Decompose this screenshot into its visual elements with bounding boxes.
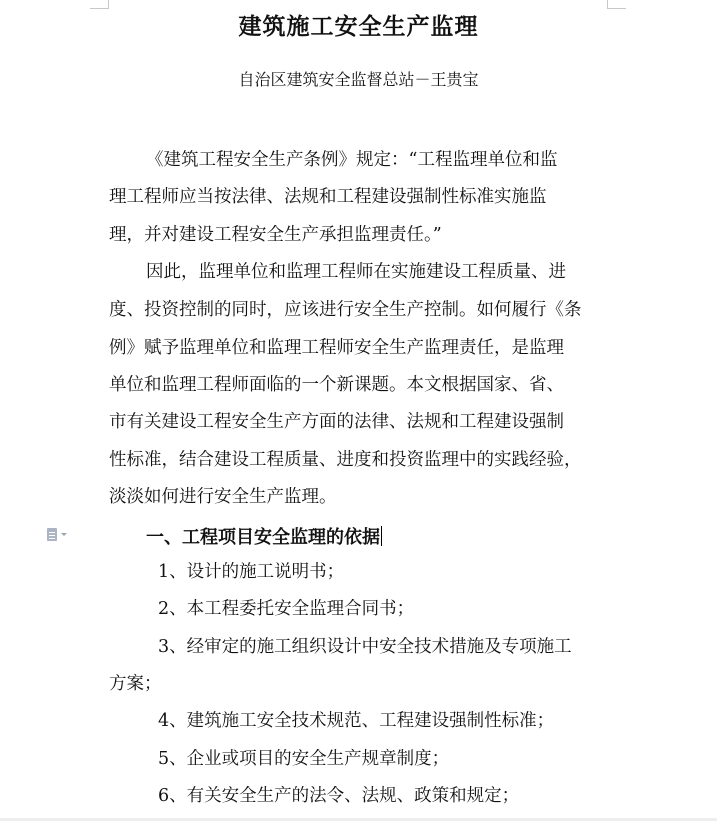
paragraph-line[interactable]: 理，并对建设工程安全生产承担监理责任。”	[109, 225, 442, 245]
paragraph-line[interactable]: 度、投资控制的同时，应该进行安全生产控制。如何履行《条	[109, 300, 582, 320]
paragraph-line[interactable]: 因此，监理单位和监理工程师在实施建设工程质量、进	[146, 262, 566, 282]
section-heading-text: 一、工程项目安全监理的依据	[146, 527, 380, 548]
paragraph-line[interactable]: 理工程师应当按法律、法规和工程建设强制性标准实施监	[109, 187, 547, 207]
paragraph-line[interactable]: 淡淡如何进行安全生产监理。	[109, 487, 337, 507]
document-title[interactable]: 建筑施工安全生产监理	[238, 13, 479, 40]
paragraph-line[interactable]: 例》赋予监理单位和监理工程师安全生产监理责任，是监理	[109, 338, 564, 358]
list-item-continuation[interactable]: 方案；	[109, 674, 162, 694]
list-item[interactable]: 1、设计的施工说明书；	[158, 562, 345, 582]
section-heading[interactable]	[146, 526, 382, 547]
paragraph-line[interactable]: 《建筑工程安全生产条例》规定：“工程监理单位和监	[146, 150, 558, 170]
document-icon	[47, 528, 57, 541]
list-item[interactable]: 3、经审定的施工组织设计中安全技术措施及专项施工	[158, 637, 572, 657]
chevron-down-icon	[61, 533, 67, 536]
document-author[interactable]: 自治区建筑安全监督总站－王贵宝	[238, 70, 479, 89]
paragraph-line[interactable]: 市有关建设工程安全生产方面的法律、法规和工程建设强制	[109, 412, 564, 432]
list-item[interactable]: 6、有关安全生产的法令、法规、政策和规定；	[158, 786, 520, 806]
list-item[interactable]: 4、建筑施工安全技术规范、工程建设强制性标准；	[158, 711, 555, 731]
paragraph-marker-button[interactable]	[47, 528, 73, 542]
list-item[interactable]: 2、本工程委托安全监理合同书；	[158, 599, 415, 619]
list-item[interactable]: 5、企业或项目的安全生产规章制度；	[158, 749, 450, 769]
paragraph-line[interactable]: 单位和监理工程师面临的一个新课题。本文根据国家、省、	[109, 375, 564, 395]
text-cursor	[381, 526, 382, 546]
paragraph-line[interactable]: 性标准，结合建设工程质量、进度和投资监理中的实践经验，	[109, 450, 582, 470]
